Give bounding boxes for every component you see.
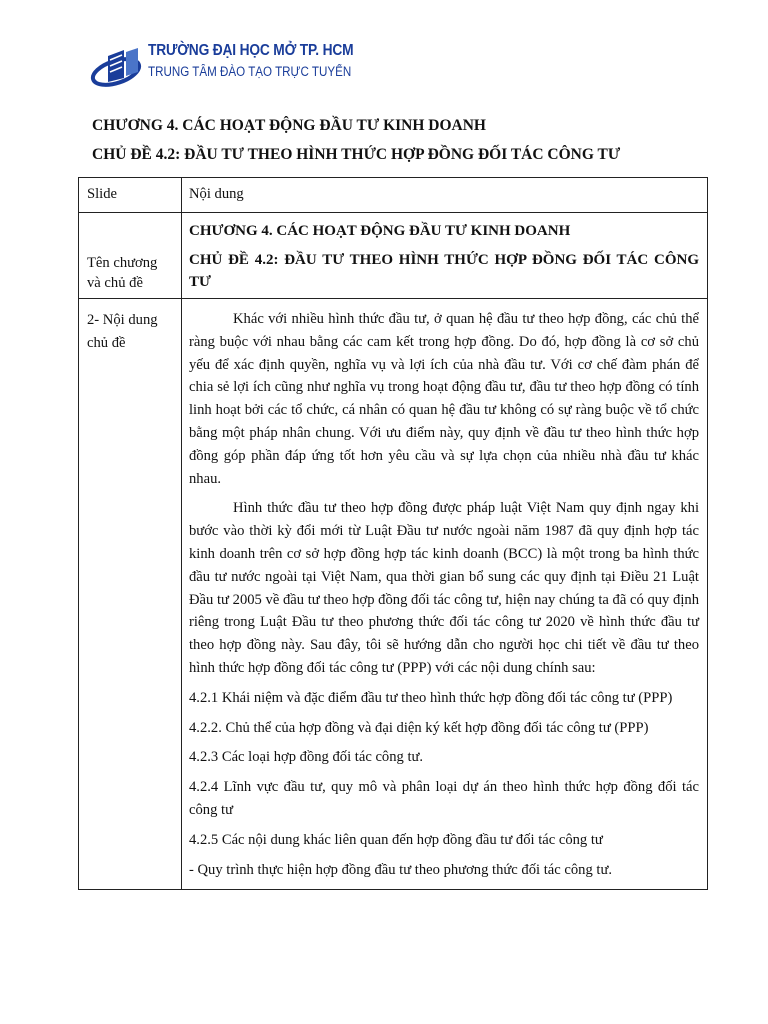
list-item: - Quy trình thực hiện hợp đồng đầu tư theo phương thức đối tác công tư. — [189, 861, 612, 878]
paragraph-2: Hình thức đầu tư theo hợp đồng được pháp luật Việt Nam quy định ngay khi bước vào thời kỳ đổi mới từ Luật Đầu tư nước ngoài năm 1987 đã quy định hợp tác kinh doanh trên cơ sở hợp đồng hợp tác kinh doanh (BCC) là một trong ba hình thức đầu tư nước ngoài tại Việt Nam, qua thời gian bổ sung các quy định tại Điều 21 Luật Đầu tư 2005 về đầu tư theo hợp đồng đối tác công tư, hiện nay chúng ta đã có quy định riêng trong Luật Đầu tư theo phương thức đối tác công tư 2020 về hình thức đầu tư theo hợp đồng này. Sau đây, tôi sẽ hướng dẫn cho người học chi tiết về đầu tư theo hình thức hợp đồng đối tác công tư (PPP) với các nội dung chính sau: — [189, 500, 699, 676]
row-content-chapter — [182, 213, 708, 299]
table-row — [79, 213, 708, 299]
content-table — [78, 177, 708, 890]
center-name: TRUNG TÂM ĐÀO TẠO TRỰC TUYẾN — [148, 64, 352, 79]
column-header-slide: Slide — [79, 178, 182, 213]
row-label-chapter: Tên chương và chủ đề — [79, 213, 182, 299]
row-chapter-title: CHƯƠNG 4. CÁC HOẠT ĐỘNG ĐẦU TƯ KINH DOANH — [189, 223, 571, 239]
list-item: 4.2.1 Khái niệm và đặc điểm đầu tư theo hình thức hợp đồng đối tác công tư (PPP) — [189, 689, 673, 706]
table-header-row — [79, 178, 708, 213]
topic-title: CHỦ ĐỀ 4.2: ĐẦU TƯ THEO HÌNH THỨC HỢP ĐỒNG ĐỐI TÁC CÔNG TƯ — [92, 146, 621, 163]
university-name: TRƯỜNG ĐẠI HỌC MỞ TP. HCM — [148, 42, 354, 59]
university-logo — [90, 40, 354, 96]
chapter-title: CHƯƠNG 4. CÁC HOẠT ĐỘNG ĐẦU TƯ KINH DOANH — [92, 117, 486, 134]
list-item: 4.2.5 Các nội dung khác liên quan đến hợp đồng đầu tư đối tác công tư — [189, 831, 603, 848]
list-item: 4.2.4 Lĩnh vực đầu tư, quy mô và phân loại dự án theo hình thức hợp đồng đối tác công tư — [189, 779, 699, 818]
row-content-body — [182, 299, 708, 890]
row-label-content: 2- Nội dung chủ đề — [79, 299, 182, 890]
university-emblem-icon — [90, 40, 148, 96]
table-row — [79, 299, 708, 890]
paragraph-1: Khác với nhiều hình thức đầu tư, ở quan hệ đầu tư theo hợp đồng, các chủ thể ràng buộc với nhau bằng các cam kết trong hợp đồng. Do đó, hợp đồng là cơ sở chủ yếu để xác định quyền, nghĩa vụ và lợi ích của nhà đầu tư. Với cơ chế đàm phán để chia sẻ lợi ích cũng như nghĩa vụ trong hoạt động đầu tư, đầu tư theo hợp đồng có tính linh hoạt bởi các tổ chức, cá nhân có quan hệ đầu tư không có sự ràng buộc về tổ chức bằng một pháp nhân chung. Với ưu điểm này, quy định về đầu tư theo hình thức hợp đồng góp phần đáp ứng tốt hơn yêu cầu và sự lựa chọn của nhiều nhà đầu tư khác nhau. — [189, 311, 699, 487]
list-item: 4.2.2. Chủ thể của hợp đồng và đại diện ký kết hợp đồng đối tác công tư (PPP) — [189, 719, 649, 736]
column-header-content: Nội dung — [182, 178, 708, 213]
list-item: 4.2.3 Các loại hợp đồng đối tác công tư. — [189, 749, 424, 766]
row-topic-title: CHỦ ĐỀ 4.2: ĐẦU TƯ THEO HÌNH THỨC HỢP ĐỒNG ĐỐI TÁC CÔNG TƯ — [189, 251, 699, 290]
